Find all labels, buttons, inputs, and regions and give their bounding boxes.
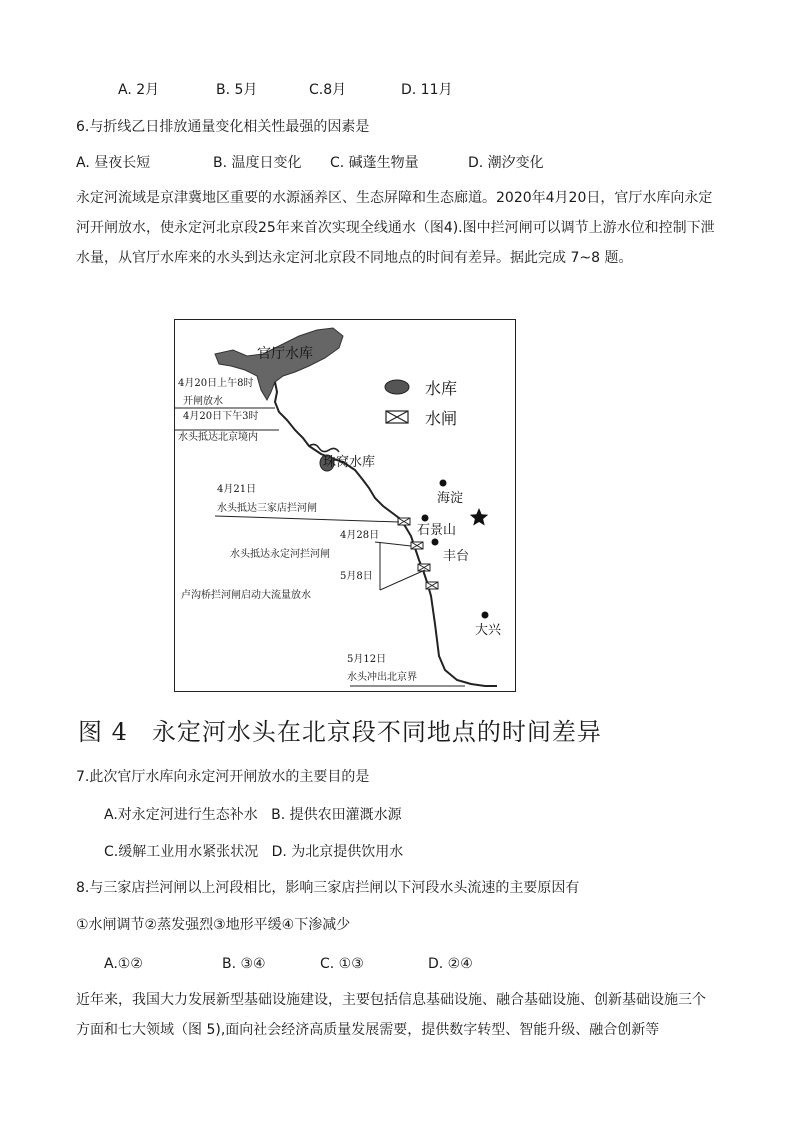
figure-title: 永定河水头在北京段不同地点的时间差异 <box>151 718 602 746</box>
map-label-fengtai: 丰台 <box>443 549 470 564</box>
legend-sluice-label: 水闸 <box>425 409 458 428</box>
passage-yongding: 永定河流域是京津冀地区重要的水源涵养区、生态屏障和生态廊道。2020年4月20日，官厅水库向永定河开闸放水，使永定河北京段25年来首次实现全线通水（图4).图中拦河闸可以调节上游水位和控制下泄水量，从官厅水库来的水头到达永定河北京段不同地点的时间有差异。据此完成 7~8 题。 <box>76 190 715 266</box>
q6-option-b: B. 温度日变化 <box>213 155 302 171</box>
q7-options-ab: A.对永定河进行生态补水 B. 提供农田灌溉水源 <box>104 807 402 823</box>
q8-option-d: D. ②④ <box>428 956 473 972</box>
map-label-0420-8am-date: 4月20日上午8时 <box>178 378 254 389</box>
q7-stem: 7.此次官厅水库向永定河开闸放水的主要目的是 <box>76 769 370 785</box>
map-label-zhuwo: 珠窝水库 <box>323 455 376 470</box>
daxing-dot <box>482 612 489 619</box>
q8-option-b: B. ③④ <box>222 956 266 972</box>
map-label-0421-date: 4月21日 <box>217 484 257 495</box>
legend-sluice-icon <box>386 411 408 423</box>
map-label-0421-event: 水头抵达三家店拦河闸 <box>217 503 317 514</box>
capital-star-icon <box>470 508 488 526</box>
legend-reservoir-label: 水库 <box>425 379 458 398</box>
q5-option-b: B. 5月 <box>216 82 258 98</box>
legend-reservoir-icon <box>385 380 409 394</box>
q8-factors: ①水闸调节②蒸发强烈③地形平缓④下渗减少 <box>76 917 351 933</box>
fengtai-dot <box>432 539 439 546</box>
map-label-0512-event: 水头冲出北京界 <box>347 672 417 683</box>
figure-4-caption <box>78 714 602 750</box>
map-label-0420-8am-event: 开闸放水 <box>183 396 223 407</box>
q5-option-c: C.8月 <box>309 82 347 98</box>
map-label-daxing: 大兴 <box>475 623 502 638</box>
q8-stem: 8.与三家店拦河闸以上河段相比，影响三家店拦闸以下河段水头流速的主要原因有 <box>76 880 580 896</box>
map-label-0508-date: 5月8日 <box>340 571 373 582</box>
q6-option-a: A. 昼夜长短 <box>76 155 151 171</box>
figure-4-map <box>174 319 516 692</box>
map-label-0420-3pm-event: 水头抵达北京境内 <box>178 432 258 443</box>
map-label-0420-3pm-date: 4月20日下午3时 <box>183 411 259 422</box>
passage-infrastructure: 近年来，我国大力发展新型基础设施建设，主要包括信息基础设施、融合基础设施、创新基础设施三个方面和七大领域（图 5),面向社会经济高质量发展需要，提供数字转型、智能升级、融合创新等 <box>76 992 706 1038</box>
q6-option-c: C. 碱蓬生物量 <box>330 155 419 171</box>
map-svg <box>175 320 517 693</box>
map-label-0512-date: 5月12日 <box>347 654 387 665</box>
q6-stem: 6.与折线乙日排放通量变化相关性最强的因素是 <box>76 119 370 135</box>
map-label-guanting: 官厅水库 <box>257 346 313 362</box>
q8-option-c: C. ①③ <box>320 956 364 972</box>
yongding-river-line <box>275 382 497 686</box>
haidian-dot <box>440 480 447 487</box>
map-label-0428-event: 水头抵达永定河拦河闸 <box>230 549 330 560</box>
map-label-0508-event: 卢沟桥拦河闸启动大流量放水 <box>181 590 311 601</box>
q6-option-d: D. 潮汐变化 <box>468 155 544 171</box>
q5-option-a: A. 2月 <box>118 82 160 98</box>
q7-options-cd: C.缓解工业用水紧张状况 D. 为北京提供饮用水 <box>104 844 404 860</box>
q8-option-a: A.①② <box>104 956 143 972</box>
figure-number: 图 4 <box>78 718 128 746</box>
q5-option-d: D. 11月 <box>401 82 453 98</box>
guanting-reservoir-shape <box>215 328 343 400</box>
map-label-0428-date: 4月28日 <box>340 530 380 541</box>
shijingshan-dot <box>422 515 429 522</box>
map-label-haidian: 海淀 <box>437 491 464 506</box>
map-label-shijingshan: 石景山 <box>417 523 457 538</box>
